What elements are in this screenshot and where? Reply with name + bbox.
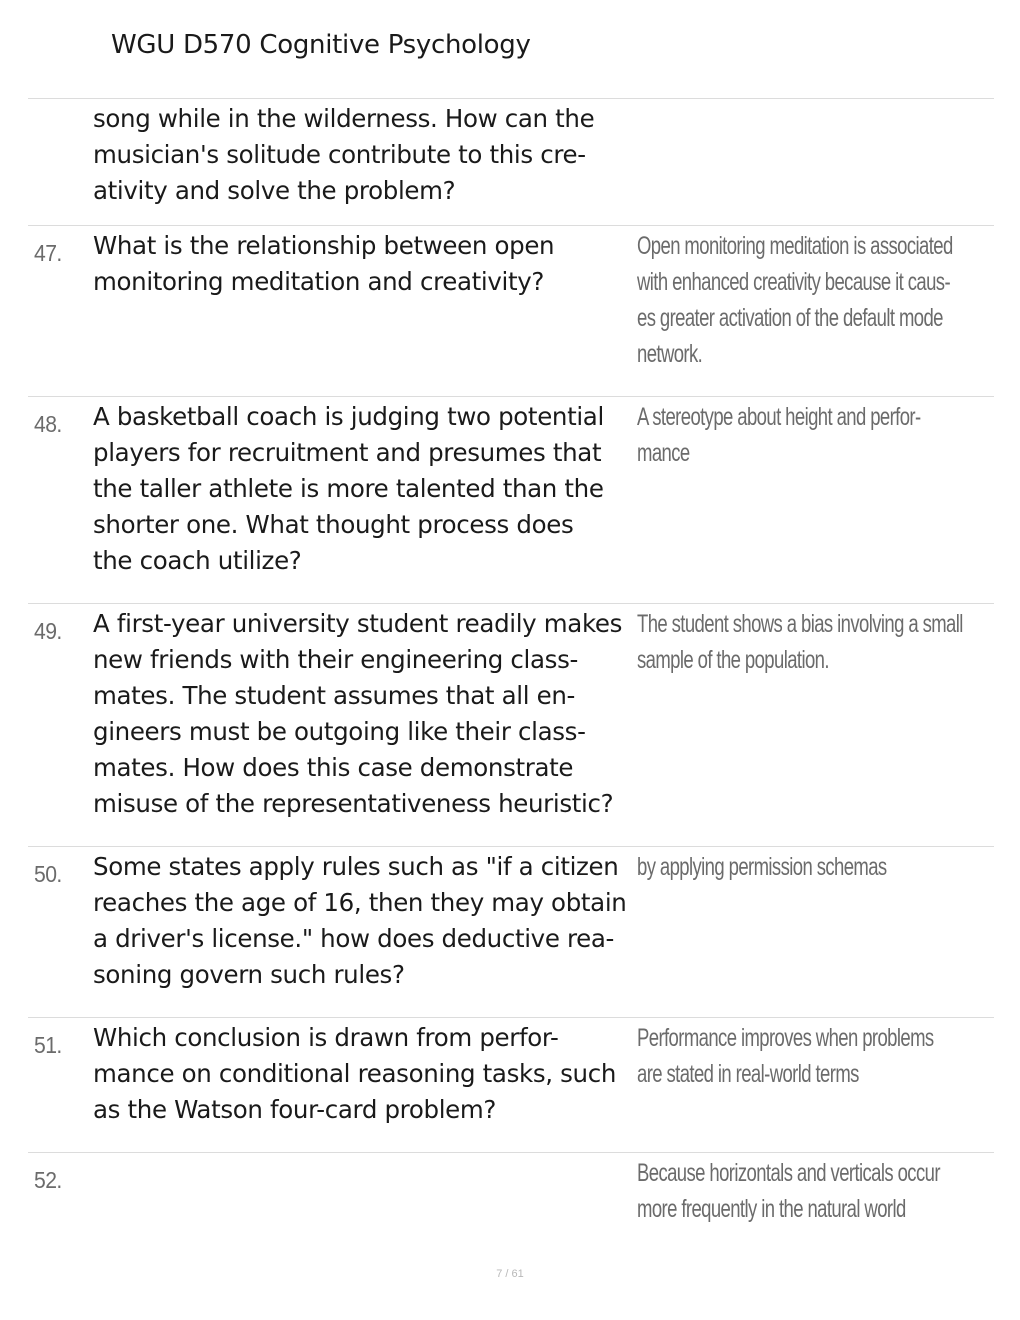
document-title: WGU D570 Cognitive Psychology <box>111 30 531 60</box>
row-number: 50. <box>34 861 62 887</box>
row-number: 49. <box>34 618 62 644</box>
row-number: 48. <box>34 411 62 437</box>
table-row <box>28 1153 994 1253</box>
row-answer: Because horizontals and verticals occur more frequently in the natural world <box>637 1159 940 1223</box>
row-answer: A stereotype about height and perfor- mance <box>637 403 921 467</box>
row-answer: Performance improves when problems are stated in real-world terms <box>637 1024 934 1088</box>
row-question: song while in the wilderness. How can the musician's solitude contribute to this cre- ativity and solve the problem? <box>93 104 595 205</box>
row-question: A first-year university student readily makes new friends with their engineering class- mates. The student assumes that all en- gineers must be outgoing like their class- mates. How does this case demonstrate misuse of the representativeness heuristic? <box>93 609 623 818</box>
table-row <box>28 226 994 397</box>
row-question: Which conclusion is drawn from perfor- mance on conditional reasoning tasks, such as the Watson four-card problem? <box>93 1023 617 1124</box>
table-row <box>28 847 994 1018</box>
row-answer: Open monitoring meditation is associated with enhanced creativity because it caus- es greater activation of the default mode network. <box>637 232 953 368</box>
table-row <box>28 99 994 226</box>
table-row <box>28 397 994 604</box>
row-number: 52. <box>34 1167 62 1193</box>
row-number: 47. <box>34 240 62 266</box>
row-answer: The student shows a bias involving a small sample of the population. <box>637 610 963 674</box>
page-indicator: 7 / 61 <box>496 1268 524 1280</box>
flashcard-table <box>28 99 994 1253</box>
row-question: Some states apply rules such as "if a citizen reaches the age of 16, then they may obtain a driver's license." how does deductive rea- soning govern such rules? <box>93 852 627 989</box>
table-row <box>28 604 994 847</box>
row-number: 51. <box>34 1032 62 1058</box>
row-answer: by applying permission schemas <box>637 853 887 881</box>
table-row <box>28 1018 994 1153</box>
row-question: A basketball coach is judging two potential players for recruitment and presumes that the taller athlete is more talented than the shorter one. What thought process does the coach utilize? <box>93 402 604 575</box>
row-question: What is the relationship between open monitoring meditation and creativity? <box>93 231 555 296</box>
